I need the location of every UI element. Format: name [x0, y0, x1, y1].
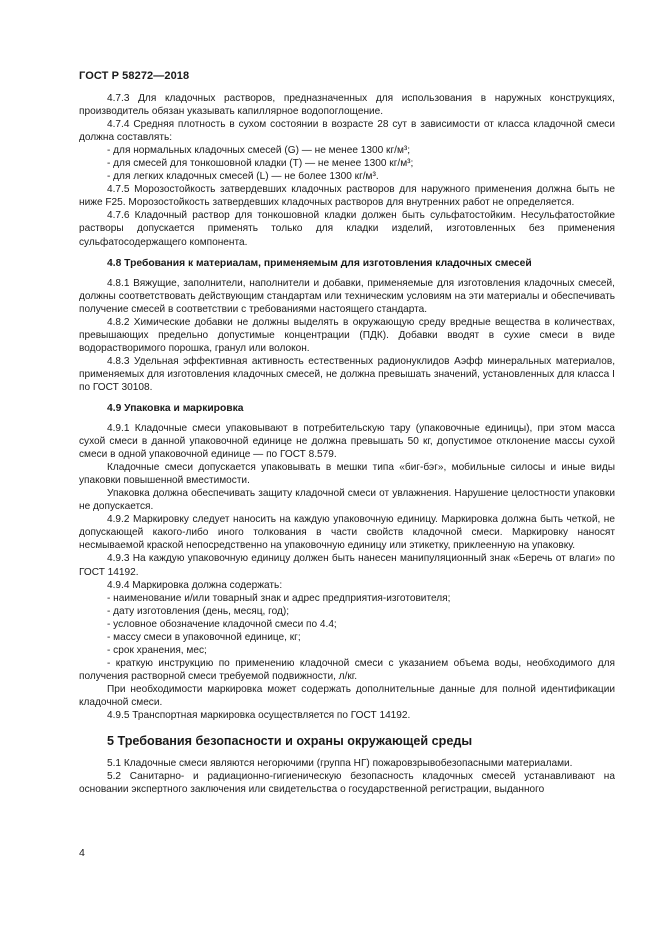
section-4-8 — [79, 277, 615, 394]
section-4-7-continued — [79, 92, 615, 249]
section-heading-4-8: 4.8 Требования к материалам, применяемым для изготовления кладочных смесей — [107, 257, 532, 269]
list-item: - дату изготовления (день, месяц, год); — [107, 605, 290, 617]
paragraph: 4.9.5 Транспортная маркировка осуществляется по ГОСТ 14192. — [107, 710, 411, 722]
paragraph: 5.1 Кладочные смеси являются негорючими (группа НГ) пожаровзрывобезопасными материалами. — [107, 758, 573, 770]
document-header: ГОСТ Р 58272—2018 — [79, 70, 190, 82]
list-item: - условное обозначение кладочной смеси по 4.4; — [107, 618, 337, 630]
section-4-9 — [79, 422, 615, 722]
list-item: - для легких кладочных смесей (L) — не более 1300 кг/м³. — [107, 171, 379, 183]
paragraph: 4.8.1 Вяжущие, заполнители, наполнители и добавки, применяемые для изготовления кладочных смесей, должны соответствовать действующим стандартам или техническим условиям на эти материалы и обеспечивать получение смесей в соответствии с требованиями настоящего стандарта. — [79, 277, 615, 315]
list-item: - массу смеси в упаковочной единице, кг; — [107, 631, 301, 643]
section-heading-4-9: 4.9 Упаковка и маркировка — [107, 402, 244, 414]
paragraph: 5.2 Санитарно- и радиационно-гигиеническую безопасность кладочных смесей устанавливают на основании экспертного заключения или свидетельства о государственной регистрации, выданного — [79, 771, 615, 796]
paragraph: 4.8.3 Удельная эффективная активность естественных радионуклидов Аэфф минеральных материалов, применяемых для изготовления кладочных смесей, не должна превышать значений, установленных для класса I по ГОСТ 30108. — [79, 355, 615, 393]
paragraph: 4.9.4 Маркировка должна содержать: — [107, 579, 283, 591]
paragraph: Кладочные смеси допускается упаковывать в мешки типа «биг-бэг», мобильные силосы и иные виды упаковки повышенной вместимости. — [79, 462, 615, 487]
list-item: - для смесей для тонкошовной кладки (Т) — не менее 1300 кг/м³; — [107, 158, 414, 170]
paragraph: 4.7.4 Средняя плотность в сухом состоянии в возрасте 28 сут в зависимости от класса кладочной смеси должна составлять: — [79, 119, 615, 144]
paragraph: 4.9.1 Кладочные смеси упаковывают в потребительскую тару (упаковочные единицы), при этом масса сухой смеси в данной упаковочной единице не должна превышать 50 кг, допустимое отклонение массы сухой смеси в одной упаковочной единице — по ГОСТ 8.579. — [79, 422, 615, 461]
paragraph: 4.7.6 Кладочный раствор для тонкошовной кладки должен быть сульфатостойким. Несульфатостойкие растворы допускается применять только для кладки изделий, изготовленных без применения сульфатосодержащего компонента. — [79, 210, 615, 248]
paragraph: При необходимости маркировка может содержать дополнительные данные для полной идентификации кладочной смеси. — [79, 683, 615, 708]
list-item: - наименование и/или товарный знак и адрес предприятия-изготовителя; — [107, 592, 451, 604]
paragraph: 4.9.3 На каждую упаковочную единицу должен быть нанесен манипуляционный знак «Беречь от влаги» по ГОСТ 14192. — [79, 553, 615, 578]
paragraph: 4.9.2 Маркировку следует наносить на каждую упаковочную единицу. Маркировка должна быть четкой, не допускающей какого-либо иного толкования в части свойств кладочной смеси. Маркировку наносят несмываемой краской непосредственно на упаковочную единицу или этикетку, приклеенную на упаковку. — [79, 514, 615, 552]
list-item: - для нормальных кладочных смесей (G) — не менее 1300 кг/м³; — [107, 145, 411, 157]
paragraph: Упаковка должна обеспечивать защиту кладочной смеси от увлажнения. Нарушение целостности упаковки не допускается. — [79, 488, 615, 513]
section-5 — [79, 757, 615, 796]
list-item: - краткую инструкцию по применению кладочной смеси с указанием объема воды, необходимого для получения растворной смеси требуемой подвижности, л/кг. — [79, 657, 615, 682]
document-body — [79, 92, 615, 796]
paragraph: 4.8.2 Химические добавки не должны выделять в окружающую среду вредные вещества в количествах, превышающих предельно допустимые концентрации (ПДК). Добавки вводят в сухие смеси в виде водорастворимого порошка, гранул или волокон. — [79, 316, 615, 354]
section-heading-5: 5 Требования безопасности и охраны окружающей среды — [107, 734, 473, 749]
list-item: - срок хранения, мес; — [107, 644, 207, 656]
paragraph: 4.7.5 Морозостойкость затвердевших кладочных растворов для наружного применения должна быть не ниже F25. Морозостойкость затвердевших кладочных растворов для внутренних работ не определяется. — [79, 184, 615, 209]
paragraph: 4.7.3 Для кладочных растворов, предназначенных для использования в наружных конструкциях, производитель обязан указывать капиллярное водопоглощение. — [79, 93, 615, 118]
page-number: 4 — [79, 847, 85, 859]
